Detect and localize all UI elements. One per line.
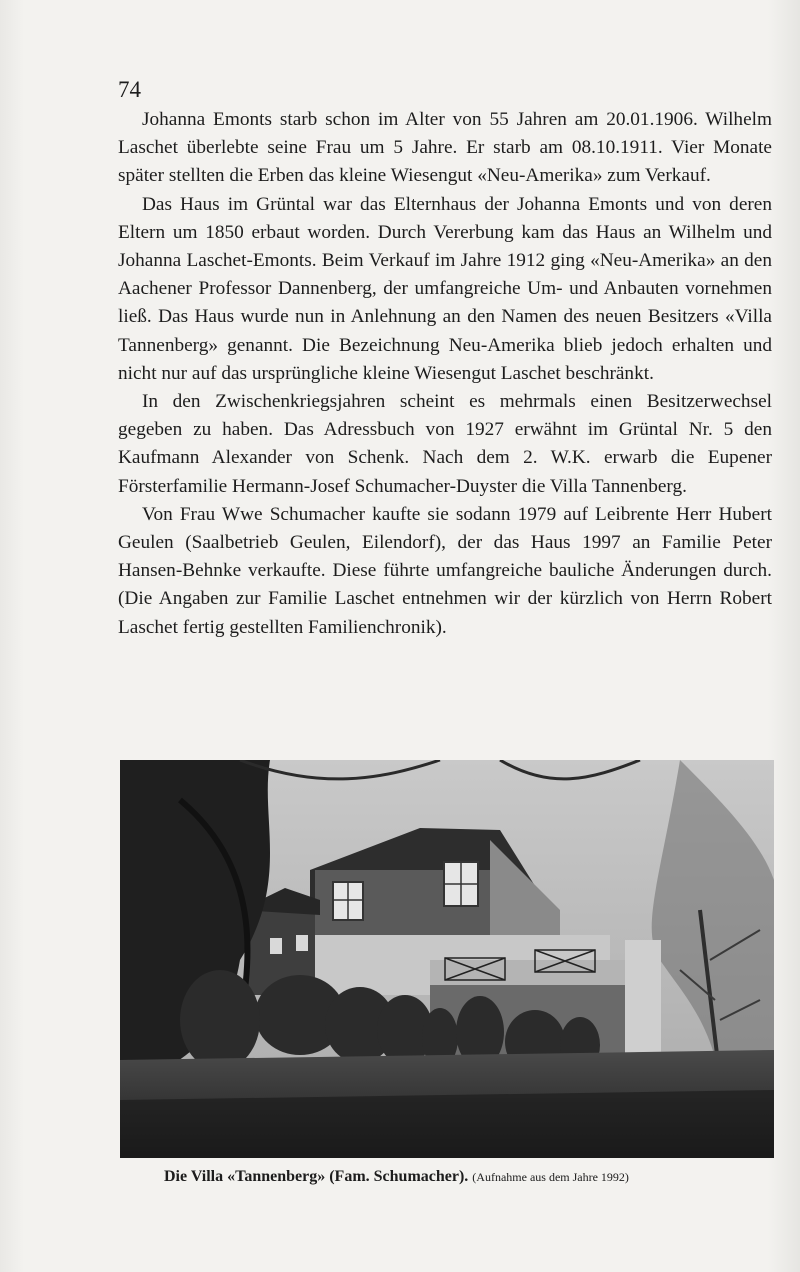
body-text <box>118 106 772 642</box>
villa-photo <box>120 760 774 1158</box>
caption-note: (Aufnahme aus dem Jahre 1992) <box>472 1170 629 1184</box>
caption-title: Die Villa «Tannenberg» (Fam. Schumacher). <box>164 1168 469 1185</box>
page-number: 74 <box>118 77 141 102</box>
paragraph-3: In den Zwischenkriegsjahren scheint es mehrmals einen Besitzerwechsel gegeben zu haben. Das Adressbuch von 1927 erwähnt im Grüntal Nr. 5 den Kaufmann Alexander von Schenk. Nach dem 2. W.K. erwarb die Eupener Försterfamilie Hermann-Josef Schumacher-Duyster die Villa Tannenberg. <box>118 391 772 497</box>
paragraph-4: Von Frau Wwe Schumacher kaufte sie sodann 1979 auf Leibrente Herr Hubert Geulen (Saalbetrieb Geulen, Eilendorf), der das Haus 1997 an Familie Peter Hansen-Behnke verkaufte. Diese führte umfangreiche bauliche Änderungen durch. (Die Angaben zur Familie Laschet entnehmen wir der kürzlich von Herrn Robert Laschet fertig gestellten Familienchronik). <box>118 503 772 638</box>
paragraph-2: Das Haus im Grüntal war das Elternhaus der Johanna Emonts und von deren Eltern um 1850 erbaut worden. Durch Vererbung kam das Haus an Wilhelm und Johanna Laschet-Emonts. Beim Verkauf im Jahre 1912 ging «Neu-Amerika» an den Aachener Professor Dannenberg, der umfangreiche Um- und Anbauten vornehmen ließ. Das Haus wurde nun in Anlehnung an den Namen des neuen Besitzers «Villa Tannenberg» genannt. Die Bezeichnung Neu-Amerika blieb jedoch erhalten und nicht nur auf das ursprüngliche kleine Wiesengut Laschet beschränkt. <box>118 193 772 384</box>
paragraph-1: Johanna Emonts starb schon im Alter von 55 Jahren am 20.01.1906. Wilhelm Laschet überlebte seine Frau um 5 Jahre. Er starb am 08.10.1911. Vier Monate später stellten die Erben das kleine Wiesengut «Neu-Amerika» zum Verkauf. <box>118 109 772 187</box>
photo-caption <box>164 1166 764 1188</box>
